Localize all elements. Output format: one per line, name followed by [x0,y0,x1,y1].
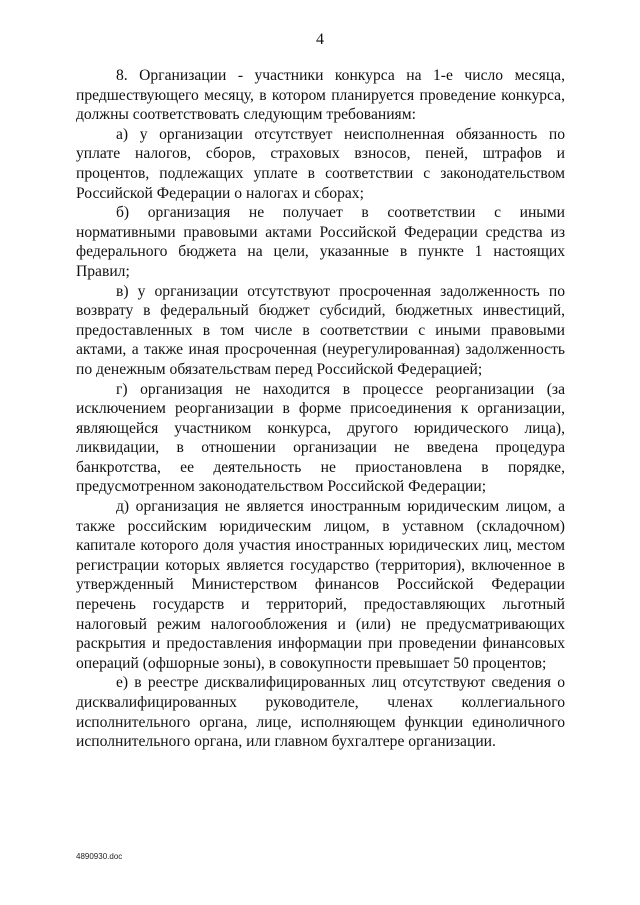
document-body [76,66,565,752]
paragraph-b: б) организация не получает в соответствии с иными нормативными правовыми актами Российской Федерации средства из федерального бюджета на цели, указанные в пункте 1 настоящих Правил; [76,204,565,280]
paragraph-d: д) организация не является иностранным юридическим лицом, а также российским юридическим лицом, в уставном (складочном) капитале которого доля участия иностранных юридических лиц, местом регистрации которых является государство (территория), включенное в утвержденный Министерством финансов Российской Федерации перечень государств и территорий, предоставляющих льготный налоговый режим налогообложения и (или) не предусматривающих раскрытия и предоставления информации при проведении финансовых операций (офшорные зоны), в совокупности превышает 50 процентов; [76,498,565,672]
paragraph-e: е) в реестре дисквалифицированных лиц отсутствуют сведения о дисквалифицированных руководителе, членах коллегиального исполнительного органа, лице, исполняющем функции единоличного исполнительного органа, или главном бухгалтере организации. [76,674,565,751]
paragraph-g: г) организация не находится в процессе реорганизации (за исключением реорганизации в форме присоединения к организации, являющейся участником конкурса, другого юридического лица), ликвидации, в отношении организации не введена процедура банкротства, ее деятельность не приостановлена в порядке, предусмотренном законодательством Российской Федерации; [76,380,565,496]
paragraph-a: а) у организации отсутствует неисполненная обязанность по уплате налогов, сборов, страховых взносов, пеней, штрафов и процентов, подлежащих уплате в соответствии с законодательством Российской Федерации о налогах и сборах; [76,125,565,202]
file-name-footer: 4890930.doc [76,852,123,861]
page-number: 4 [316,31,324,48]
paragraph-v: в) у организации отсутствуют просроченная задолженность по возврату в федеральный бюджет субсидий, бюджетных инвестиций, предоставленных в том числе в соответствии с иными правовыми актами, а также иная просроченная (неурегулированная) задолженность по денежным обязательствам перед Российской Федерацией; [76,282,565,378]
paragraph-8: 8. Организации - участники конкурса на 1-е число месяца, предшествующего месяцу, в котором планируется проведение конкурса, должны соответствовать следующим требованиям: [76,67,565,124]
